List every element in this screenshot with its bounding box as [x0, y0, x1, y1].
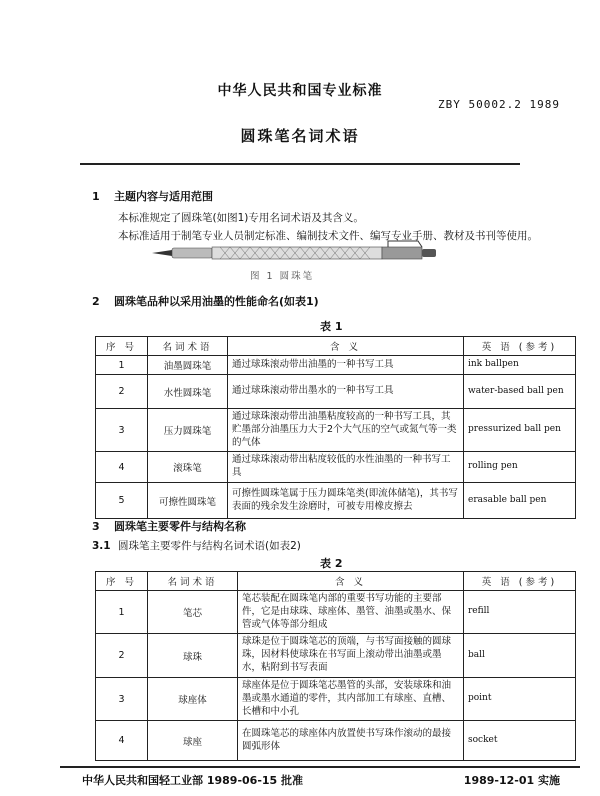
pen-clip	[388, 241, 422, 247]
section-1-paragraph-2: 本标准适用于制笔专业人员制定标准、编制技术文件、编写专业手册、教材及书刊等使用。	[118, 230, 538, 242]
table-1-header-term: 名词术语	[148, 337, 228, 356]
table-row	[96, 483, 576, 519]
table-2-header-english: 英 语 (参考)	[464, 572, 576, 591]
row-no: 1	[96, 356, 148, 375]
table-1	[95, 336, 576, 519]
table-row	[96, 409, 576, 452]
pen-front-section	[172, 248, 212, 258]
row-term: 球座体	[148, 677, 238, 720]
table-row	[96, 677, 576, 720]
top-divider	[80, 163, 520, 165]
pen-tip-icon	[152, 250, 172, 256]
row-meaning: 球珠是位于圆珠笔芯的顶端，与书写面接触的圆球珠，因材料使球珠在书写面上滚动带出油墨或墨水，粘附到书写表面	[238, 634, 464, 677]
row-meaning: 笔芯装配在圆珠笔内部的重要书写功能的主要部件，它是由球珠、球座体、墨管、油墨或墨水、保管或气体等部分组成	[238, 591, 464, 634]
row-english: ball	[464, 634, 576, 677]
row-no: 4	[96, 452, 148, 483]
section-2-title: 圆珠笔品种以采用油墨的性能命名(如表1)	[114, 295, 319, 308]
row-meaning: 通过球珠滚动带出油墨的一种书写工具	[228, 356, 464, 375]
ballpen-figure	[150, 238, 450, 268]
standard-header-title: 中华人民共和国专业标准	[217, 83, 383, 99]
row-english: refill	[464, 591, 576, 634]
table-row	[96, 634, 576, 677]
row-no: 4	[96, 721, 148, 761]
table-1-header-english: 英 语 (参考)	[464, 337, 576, 356]
table-2-header-meaning: 含 义	[238, 572, 464, 591]
table-2-header-no: 序 号	[96, 572, 148, 591]
section-3-title: 圆珠笔主要零件与结构名称	[114, 520, 246, 533]
table-2-header-term: 名词术语	[148, 572, 238, 591]
row-term: 滚珠笔	[148, 452, 228, 483]
table-row	[96, 356, 576, 375]
row-no: 3	[96, 409, 148, 452]
row-term: 可擦性圆珠笔	[148, 483, 228, 519]
row-meaning: 通过球珠滚动带出油墨粘度较高的一种书写工具，其贮墨部分油墨压力大于2个大气压的空气或氮气等一类的气体	[228, 409, 464, 452]
row-no: 3	[96, 677, 148, 720]
row-no: 5	[96, 483, 148, 519]
table-1-header-no: 序 号	[96, 337, 148, 356]
row-english: socket	[464, 721, 576, 761]
document-title: 圆珠笔名词术语	[240, 127, 360, 145]
row-meaning: 可擦性圆珠笔属于压力圆珠笔类(即流体储笔)，其书写表面的残余发生涂磨时，可被专用橡皮擦去	[228, 483, 464, 519]
row-english: water-based ball pen	[464, 375, 576, 409]
pen-push-button	[422, 249, 436, 257]
table-1-header-row	[96, 337, 576, 356]
row-no: 2	[96, 634, 148, 677]
table-2	[95, 571, 576, 761]
section-2-heading	[92, 293, 319, 309]
row-meaning: 通过球珠滚动带出粘度较低的水性油墨的一种书写工具	[228, 452, 464, 483]
table-1-caption: 表 1	[320, 320, 343, 333]
row-meaning: 球座体是位于圆珠笔芯墨管的头部，安装球珠和油墨或墨水通道的零件，其内部加工有球座、直槽、长槽和中小孔	[238, 677, 464, 720]
section-1-number: 1	[92, 190, 100, 203]
footer-issuer: 中华人民共和国轻工业部 1989-06-15 批准	[82, 774, 304, 787]
standard-code: ZBY 50002.2 1989	[438, 98, 560, 111]
table-2-caption: 表 2	[320, 557, 343, 570]
figure-1-caption: 图 1 圆珠笔	[250, 271, 315, 282]
pen-barrel	[212, 247, 382, 259]
row-english: point	[464, 677, 576, 720]
section-1-title: 主题内容与适用范围	[114, 190, 213, 203]
section-3-1-title: 圆珠笔主要零件与结构名词术语(如表2)	[118, 540, 301, 552]
row-term: 水性圆珠笔	[148, 375, 228, 409]
row-meaning: 在圆珠笔芯的球座体内放置使书写珠作滚动的最接圆弧形体	[238, 721, 464, 761]
table-2-header-row	[96, 572, 576, 591]
row-meaning: 通过球珠滚动带出墨水的一种书写工具	[228, 375, 464, 409]
row-term: 球珠	[148, 634, 238, 677]
pen-rear-barrel	[382, 247, 422, 259]
section-1-paragraph-1: 本标准规定了圆珠笔(如图1)专用名词术语及其含义。	[118, 212, 364, 224]
table-row	[96, 375, 576, 409]
table-row	[96, 591, 576, 634]
row-english: ink ballpen	[464, 356, 576, 375]
section-3-1-heading	[92, 538, 301, 553]
row-term: 球座	[148, 721, 238, 761]
section-2-number: 2	[92, 295, 100, 308]
section-3-heading	[92, 518, 246, 534]
row-term: 压力圆珠笔	[148, 409, 228, 452]
row-english: rolling pen	[464, 452, 576, 483]
bottom-divider	[60, 766, 580, 768]
footer-effective-date: 1989-12-01 实施	[463, 774, 560, 787]
section-1-heading	[92, 188, 213, 204]
row-english: erasable ball pen	[464, 483, 576, 519]
table-row	[96, 721, 576, 761]
section-3-1-number: 3.1	[92, 540, 111, 552]
row-english: pressurized ball pen	[464, 409, 576, 452]
section-3-number: 3	[92, 520, 100, 533]
row-term: 笔芯	[148, 591, 238, 634]
table-1-header-meaning: 含 义	[228, 337, 464, 356]
row-no: 1	[96, 591, 148, 634]
row-no: 2	[96, 375, 148, 409]
row-term: 油墨圆珠笔	[148, 356, 228, 375]
table-row	[96, 452, 576, 483]
